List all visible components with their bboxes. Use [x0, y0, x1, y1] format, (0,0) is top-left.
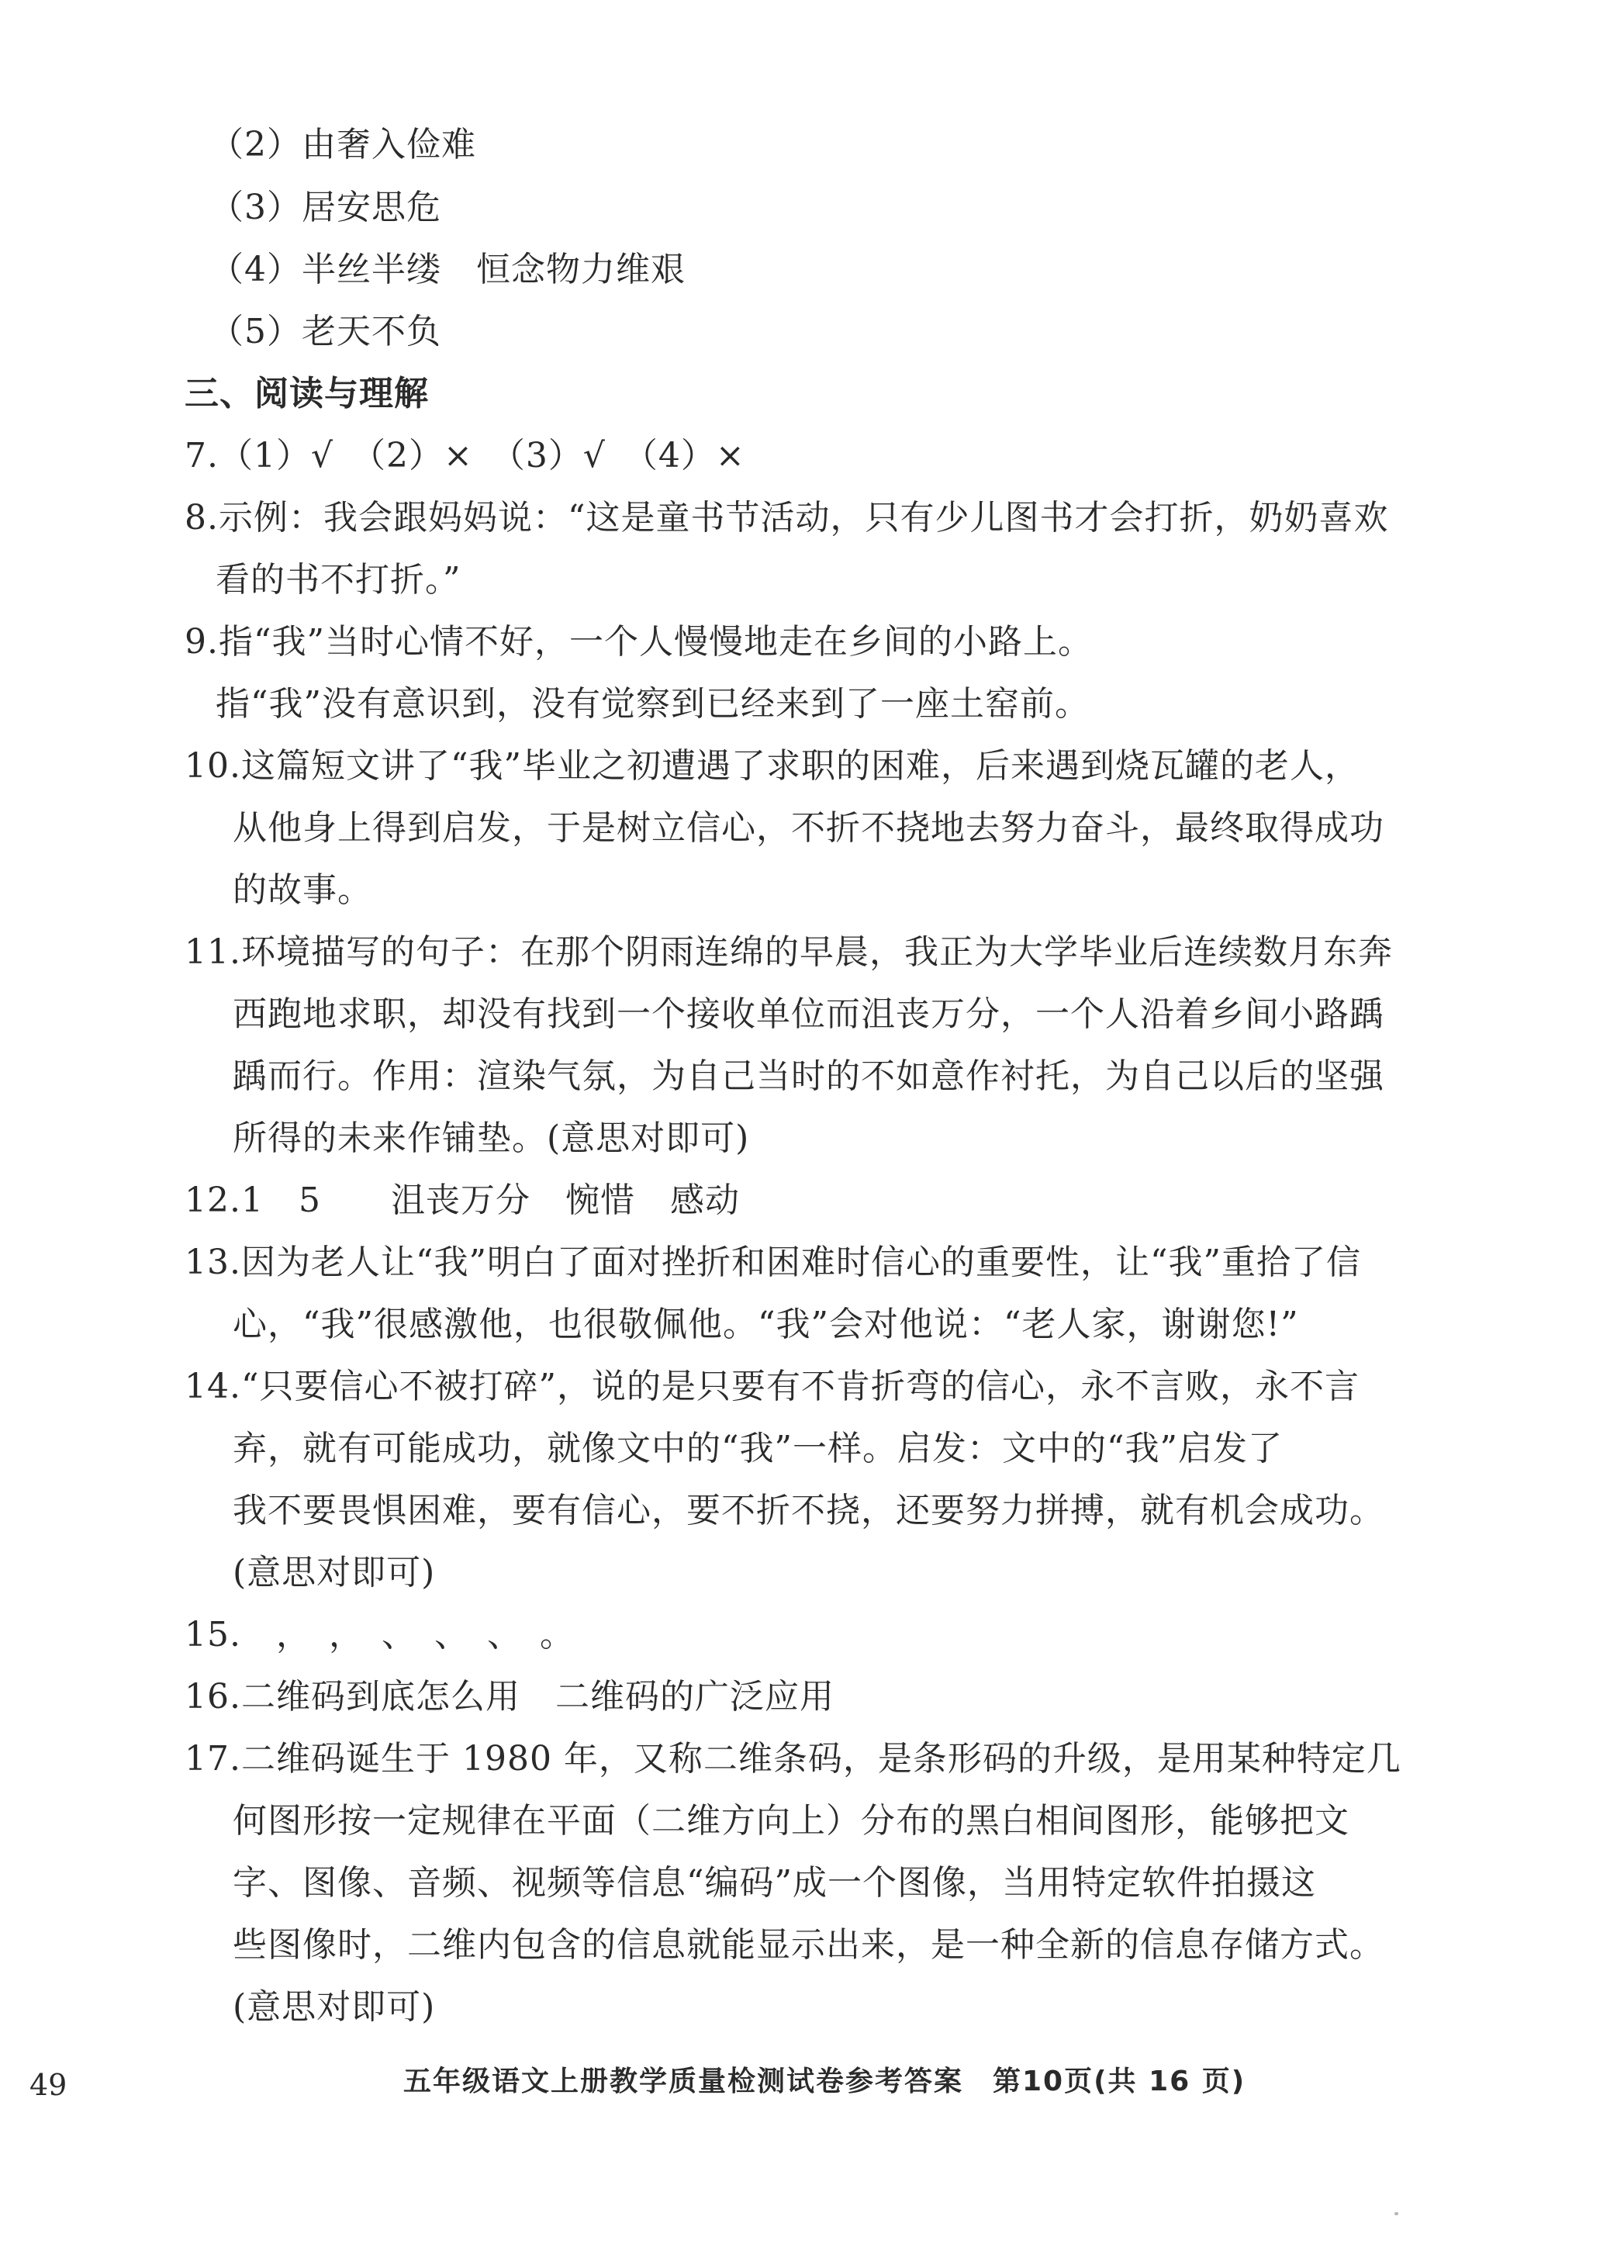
- page-number: 49: [29, 2068, 67, 2102]
- answer-line-17b: 何图形按一定规律在平面（二维方向上）分布的黑白相间图形，能够把文: [233, 1801, 1349, 1841]
- answer-line-8b: 看的书不打折。”: [216, 560, 461, 600]
- answer-line-14a: 14.“只要信心不被打碎”，说的是只要有不肯折弯的信心，永不言败，永不言: [185, 1367, 1360, 1406]
- answer-line-11d: 所得的未来作铺垫。(意思对即可): [233, 1118, 750, 1158]
- answer-line-17c: 字、图像、音频、视频等信息“编码”成一个图像，当用特定软件拍摄这: [233, 1863, 1316, 1903]
- answer-line-11c: 踽而行。作用：渲染气氛，为自己当时的不如意作衬托，为自己以后的坚强: [233, 1056, 1384, 1096]
- answer-line-14b: 弃，就有可能成功，就像文中的“我”一样。启发：文中的“我”启发了: [233, 1429, 1283, 1468]
- answer-line-14c: 我不要畏惧困难，要有信心，要不折不挠，还要努力拼搏，就有机会成功。: [233, 1491, 1384, 1530]
- scan-speck: [1394, 2212, 1398, 2215]
- answer-line-8a: 8.示例：我会跟妈妈说：“这是童书节活动，只有少儿图书才会打折，奶奶喜欢: [185, 498, 1389, 538]
- answer-line-9b: 指“我”没有意识到，没有觉察到已经来到了一座土窑前。: [216, 684, 1090, 724]
- answer-line-10c: 的故事。: [233, 870, 372, 910]
- answer-line-17e: (意思对即可): [233, 1987, 436, 2027]
- answer-line-3: （4）半丝半缕 恒念物力维艰: [209, 250, 686, 289]
- section-heading: 三、阅读与理解: [185, 374, 429, 413]
- answer-line-7: 7.（1）√ （2）× （3）√ （4）×: [185, 436, 745, 475]
- answer-line-11a: 11.环境描写的句子：在那个阴雨连绵的早晨，我正为大学毕业后连续数月东奔: [185, 932, 1393, 972]
- answer-line-14d: (意思对即可): [233, 1553, 436, 1592]
- answer-line-17a: 17.二维码诞生于 1980 年，又称二维条码，是条形码的升级，是用某种特定几: [185, 1739, 1401, 1779]
- answer-line-4: （5）老天不负: [209, 312, 441, 351]
- answer-line-1: （2）由奢入俭难: [209, 125, 476, 164]
- answer-line-15: 15. ， ， 、 、 、 。: [185, 1615, 575, 1654]
- answer-line-2: （3）居安思危: [209, 188, 441, 227]
- answer-line-9a: 9.指“我”当时心情不好，一个人慢慢地走在乡间的小路上。: [185, 622, 1093, 662]
- page-footer: 五年级语文上册教学质量检测试卷参考答案 第10页(共 16 页): [403, 2066, 1246, 2097]
- answer-line-13b: 心，“我”很感激他，也很敬佩他。“我”会对他说：“老人家，谢谢您!”: [233, 1305, 1299, 1344]
- answer-line-10b: 从他身上得到启发，于是树立信心，不折不挠地去努力奋斗，最终取得成功: [233, 808, 1384, 848]
- answer-line-11b: 西跑地求职，却没有找到一个接收单位而沮丧万分，一个人沿着乡间小路踽: [233, 994, 1384, 1034]
- answer-line-12: 12.1 5 沮丧万分 惋惜 感动: [185, 1181, 740, 1220]
- answer-line-10a: 10.这篇短文讲了“我”毕业之初遭遇了求职的困难，后来遇到烧瓦罐的老人，: [185, 746, 1360, 786]
- answer-line-16: 16.二维码到底怎么用 二维码的广泛应用: [185, 1677, 834, 1717]
- answer-line-13a: 13.因为老人让“我”明白了面对挫折和困难时信心的重要性，让“我”重拾了信: [185, 1243, 1361, 1282]
- answer-line-17d: 些图像时，二维内包含的信息就能显示出来，是一种全新的信息存储方式。: [233, 1925, 1384, 1965]
